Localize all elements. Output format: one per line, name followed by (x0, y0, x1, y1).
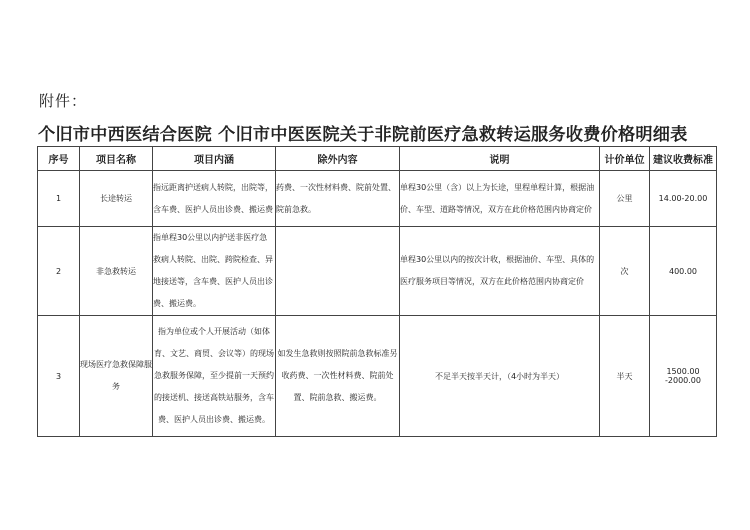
cell-unit: 公里 (600, 171, 650, 227)
cell-unit: 半天 (600, 316, 650, 437)
cell-fee: 1500.00 -2000.00 (650, 316, 717, 437)
cell-content: 指单程30公里以内护送非医疗急救病人转院、出院、跨院检查、异地接送等，含车费、医护人员出诊费、搬运费。 (153, 227, 276, 316)
cell-exclusions: 如发生急救则按照院前急救标准另收药费、一次性材料费、院前处置、院前急救、搬运费。 (276, 316, 400, 437)
header-content: 项目内涵 (153, 147, 276, 171)
cell-notes: 单程30公里（含）以上为长途，里程单程计算，根据油价、车型、道路等情况，双方在此价格范围内协商定价 (400, 171, 600, 227)
header-notes: 说明 (400, 147, 600, 171)
cell-notes: 不足半天按半天计，（4小时为半天） (400, 316, 600, 437)
header-fee: 建议收费标准 (650, 147, 717, 171)
table-row (38, 227, 717, 316)
cell-unit: 次 (600, 227, 650, 316)
cell-exclusions: 药费、一次性材料费、院前处置、院前急救。 (276, 171, 400, 227)
fee-table (37, 146, 717, 437)
cell-content: 指远距离护送病人转院，出院等，含车费、医护人员出诊费、搬运费 (153, 171, 276, 227)
cell-fee: 14.00-20.00 (650, 171, 717, 227)
cell-exclusions (276, 227, 400, 316)
cell-notes: 单程30公里以内的按次计收，根据油价、车型、具体的医疗服务项目等情况，双方在此价格范围内协商定价 (400, 227, 600, 316)
cell-name: 现场医疗急救保障服务 (80, 316, 153, 437)
header-name: 项目名称 (80, 147, 153, 171)
cell-name: 非急救转运 (80, 227, 153, 316)
table-row (38, 171, 717, 227)
header-no: 序号 (38, 147, 80, 171)
header-unit: 计价单位 (600, 147, 650, 171)
cell-no: 2 (38, 227, 80, 316)
cell-no: 3 (38, 316, 80, 437)
cell-no: 1 (38, 171, 80, 227)
table-row (38, 316, 717, 437)
annex-label: 附件： (39, 92, 88, 110)
cell-fee: 400.00 (650, 227, 717, 316)
table-header-row (38, 147, 717, 171)
cell-content: 指为单位或个人开展活动（如体育、文艺、商贸、会议等）的现场急救服务保障，至少提前一天预约的接送机、接送高铁站服务，含车费、医护人员出诊费、搬运费。 (153, 316, 276, 437)
cell-name: 长途转运 (80, 171, 153, 227)
document-title: 个旧市中西医结合医院 个旧市中医医院关于非院前医疗急救转运服务收费价格明细表 (38, 125, 688, 145)
header-exclusions: 除外内容 (276, 147, 400, 171)
